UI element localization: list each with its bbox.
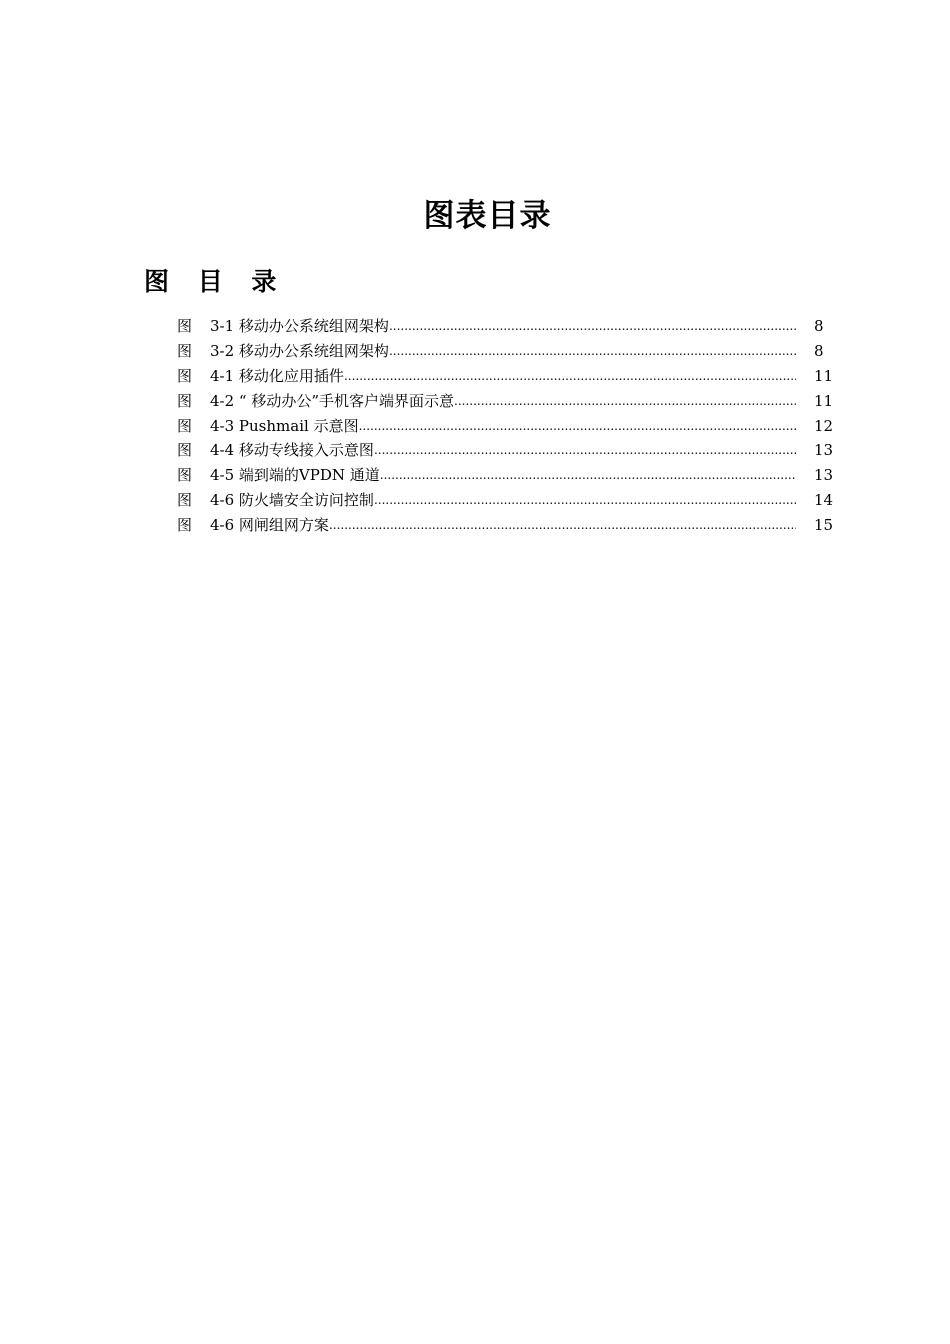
toc-entry-label: 4-5 端到端的VPDN 通道 [210, 466, 380, 485]
toc-entry-page: 13 [814, 441, 834, 460]
toc-entry-prefix: 图 [177, 466, 193, 485]
toc-entry-prefix: 图 [177, 491, 193, 510]
toc-entry-page: 15 [814, 516, 834, 535]
toc-entry[interactable] [177, 389, 832, 414]
toc-entry[interactable] [177, 488, 832, 513]
toc-entry[interactable] [177, 414, 832, 439]
dot-leader [380, 462, 796, 488]
toc-entry-label: 4-6 网闸组网方案 [210, 516, 329, 535]
toc-entry[interactable] [177, 339, 832, 364]
dot-leader [374, 437, 796, 463]
toc-entry-label: 4-3 Pushmail 示意图 [210, 416, 359, 435]
toc-entry-label: 4-6 防火墙安全访问控制 [210, 491, 374, 510]
toc-entry-page: 8 [814, 341, 824, 360]
toc-entry-label: 3-2 移动办公系统组网架构 [210, 341, 389, 360]
figure-toc-list [177, 314, 832, 538]
toc-entry-label: 4-4 移动专线接入示意图 [210, 441, 374, 460]
dot-leader [389, 338, 796, 364]
dot-leader [344, 363, 796, 389]
toc-entry-prefix: 图 [177, 416, 193, 435]
toc-entry-label: 4-1 移动化应用插件 [210, 366, 344, 385]
page-title: 图表目录 [423, 198, 552, 234]
toc-entry-prefix: 图 [177, 317, 193, 335]
toc-entry-page: 13 [814, 466, 834, 485]
toc-entry-page: 11 [814, 391, 834, 410]
toc-entry[interactable] [177, 513, 832, 538]
toc-entry[interactable] [177, 364, 832, 389]
toc-entry-prefix: 图 [177, 441, 193, 460]
toc-entry-page: 11 [814, 366, 834, 385]
toc-entry-prefix: 图 [177, 516, 193, 535]
toc-entry-label: 4-2 “ 移动办公”手机客户端界面示意 [210, 391, 455, 410]
toc-entry[interactable] [177, 438, 832, 463]
toc-entry[interactable] [177, 314, 832, 339]
dot-leader [329, 512, 796, 538]
dot-leader [454, 388, 796, 414]
toc-entry-page: 8 [814, 317, 824, 335]
section-title: 图 目 录 [144, 267, 287, 296]
toc-entry[interactable] [177, 463, 832, 488]
toc-entry-prefix: 图 [177, 366, 193, 385]
toc-entry-page: 14 [814, 491, 834, 510]
dot-leader [359, 413, 796, 439]
toc-entry-page: 12 [814, 416, 834, 435]
toc-entry-prefix: 图 [177, 391, 193, 410]
toc-entry-prefix: 图 [177, 341, 193, 360]
dot-leader [389, 313, 796, 339]
dot-leader [374, 487, 796, 513]
toc-entry-label: 3-1 移动办公系统组网架构 [210, 317, 389, 335]
